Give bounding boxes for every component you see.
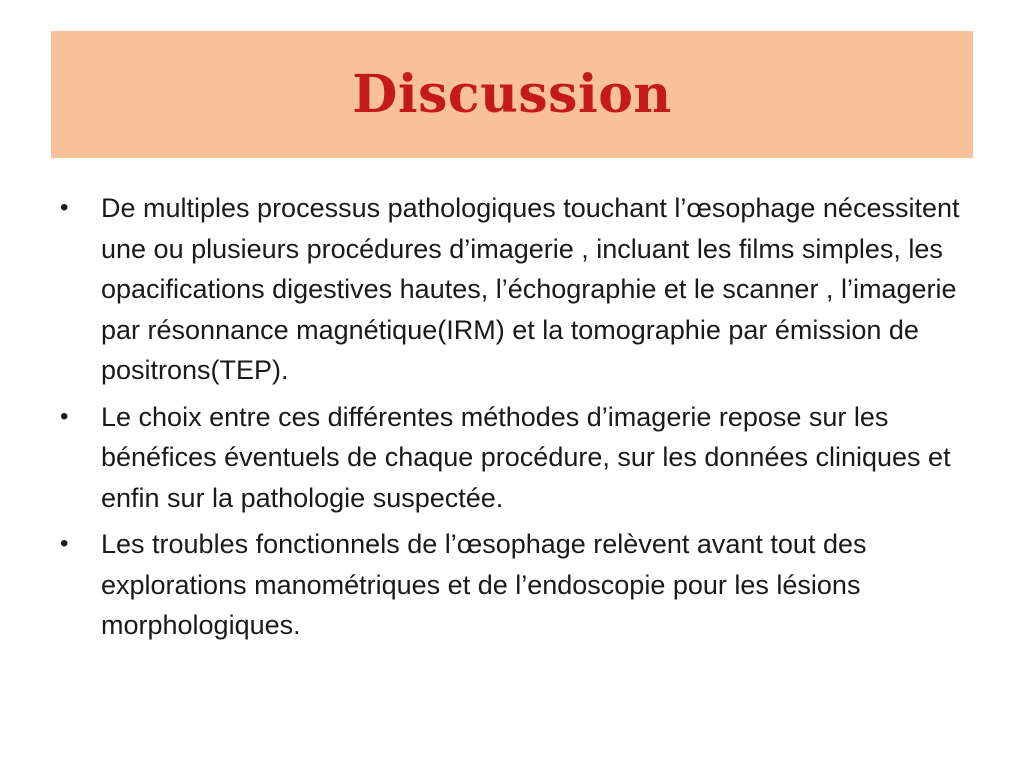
bullet-list xyxy=(60,188,960,652)
bullet-text: Le choix entre ces différentes méthodes d’imagerie repose sur les bénéfices éventuels de chaque procédure, sur les données cliniques et enfin sur la pathologie suspectée. xyxy=(101,401,951,513)
bullet-marker: • xyxy=(60,402,69,430)
slide-title: Discussion xyxy=(352,63,672,125)
bullet-marker: • xyxy=(60,530,69,557)
bullet-text: De multiples processus pathologiques touchant l’œsophage nécessitent une ou plusieurs procédures d’imagerie , incluant les films simples, les opacifications digestives hautes, l’échographie et le scanner , l’imagerie par résonnance magnétique(IRM) et la tomographie par émission de positrons(TEP). xyxy=(101,193,960,385)
bullet-item xyxy=(60,397,960,519)
bullet-text: Les troubles fonctionnels de l’œsophage relèvent avant tout des explorations manométriques et de l’endoscopie pour les lésions morphologiques. xyxy=(101,529,867,640)
bullet-marker: • xyxy=(60,194,69,221)
title-band xyxy=(51,31,973,158)
bullet-item xyxy=(60,188,960,391)
bullet-item xyxy=(60,524,960,646)
